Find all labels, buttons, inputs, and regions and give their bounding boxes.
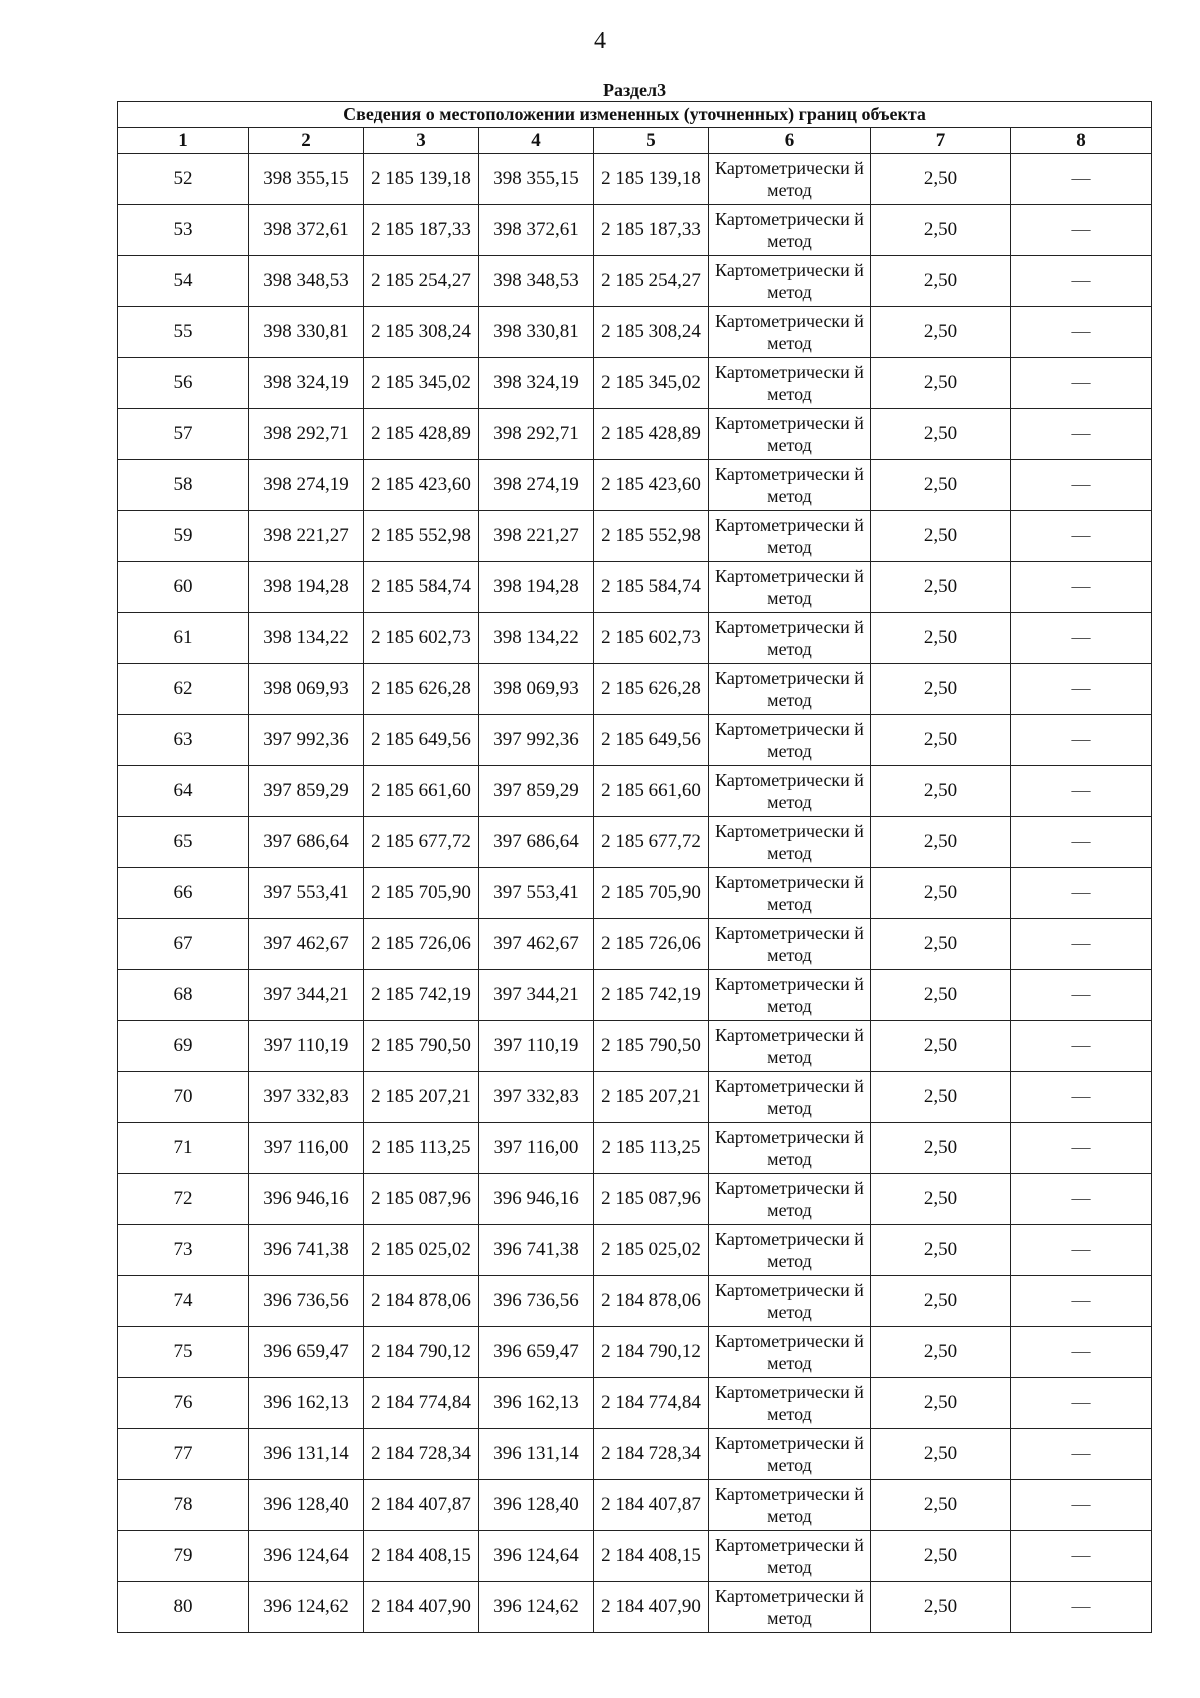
table-cell: Картометрически й метод	[709, 664, 871, 715]
table-cell: 59	[118, 511, 249, 562]
table-cell: 2,50	[871, 715, 1011, 766]
table-cell: 2 184 774,84	[364, 1378, 479, 1429]
table-row	[118, 868, 1152, 919]
table-cell: 397 553,41	[479, 868, 594, 919]
table-cell: 2 185 345,02	[364, 358, 479, 409]
table-cell: Картометрически й метод	[709, 970, 871, 1021]
table-cell: Картометрически й метод	[709, 1582, 871, 1633]
table-cell: 57	[118, 409, 249, 460]
table-row	[118, 358, 1152, 409]
table-cell: 2 185 705,90	[364, 868, 479, 919]
table-cell: —	[1011, 715, 1152, 766]
table-cell: 2,50	[871, 1072, 1011, 1123]
table-row	[118, 1429, 1152, 1480]
table-cell: 54	[118, 256, 249, 307]
table-cell: —	[1011, 1582, 1152, 1633]
table-cell: 71	[118, 1123, 249, 1174]
table-cell: —	[1011, 409, 1152, 460]
table-cell: 62	[118, 664, 249, 715]
table-row	[118, 817, 1152, 868]
table-cell: 397 859,29	[479, 766, 594, 817]
table-row	[118, 1480, 1152, 1531]
table-cell: Картометрически й метод	[709, 256, 871, 307]
table-cell: 2,50	[871, 919, 1011, 970]
table-title: Сведения о местоположении измененных (уточненных) границ объекта	[118, 102, 1152, 128]
table-cell: 398 348,53	[479, 256, 594, 307]
table-cell: 60	[118, 562, 249, 613]
table-cell: 398 221,27	[249, 511, 364, 562]
table-cell: 2 185 790,50	[364, 1021, 479, 1072]
table-row	[118, 511, 1152, 562]
table-cell: 396 736,56	[249, 1276, 364, 1327]
table-row	[118, 154, 1152, 205]
table-cell: 2 185 552,98	[364, 511, 479, 562]
table-row	[118, 1225, 1152, 1276]
table-cell: —	[1011, 970, 1152, 1021]
table-cell: 2 184 790,12	[594, 1327, 709, 1378]
table-cell: 398 348,53	[249, 256, 364, 307]
table-row	[118, 1021, 1152, 1072]
table-cell: 396 162,13	[479, 1378, 594, 1429]
table-cell: 2 184 728,34	[594, 1429, 709, 1480]
table-cell: 2 185 428,89	[594, 409, 709, 460]
table-cell: 2 185 025,02	[594, 1225, 709, 1276]
table-cell: 78	[118, 1480, 249, 1531]
table-cell: Картометрически й метод	[709, 1072, 871, 1123]
table-cell: 397 686,64	[479, 817, 594, 868]
table-cell: —	[1011, 511, 1152, 562]
table-cell: —	[1011, 868, 1152, 919]
table-cell: 398 134,22	[249, 613, 364, 664]
table-cell: 398 324,19	[249, 358, 364, 409]
table-cell: 77	[118, 1429, 249, 1480]
column-number: 7	[871, 128, 1011, 154]
table-cell: Картометрически й метод	[709, 358, 871, 409]
table-cell: 2 185 552,98	[594, 511, 709, 562]
table-cell: Картометрически й метод	[709, 154, 871, 205]
table-cell: Картометрически й метод	[709, 1531, 871, 1582]
table-cell: 79	[118, 1531, 249, 1582]
table-cell: 2 185 139,18	[364, 154, 479, 205]
table-cell: —	[1011, 154, 1152, 205]
table-cell: 2,50	[871, 1327, 1011, 1378]
table-row	[118, 664, 1152, 715]
table-cell: 396 124,62	[249, 1582, 364, 1633]
table-cell: 2 185 087,96	[594, 1174, 709, 1225]
table-cell: 64	[118, 766, 249, 817]
table-cell: 2,50	[871, 460, 1011, 511]
table-cell: 398 330,81	[249, 307, 364, 358]
table-cell: 2 185 584,74	[594, 562, 709, 613]
table-cell: —	[1011, 1225, 1152, 1276]
table-cell: 2 185 649,56	[594, 715, 709, 766]
table-cell: —	[1011, 1480, 1152, 1531]
table-cell: 2 184 728,34	[364, 1429, 479, 1480]
table-cell: —	[1011, 1276, 1152, 1327]
table-row	[118, 715, 1152, 766]
table-cell: —	[1011, 1531, 1152, 1582]
table-cell: 2,50	[871, 562, 1011, 613]
table-cell: 398 221,27	[479, 511, 594, 562]
table-cell: Картометрически й метод	[709, 409, 871, 460]
table-cell: 67	[118, 919, 249, 970]
table-cell: 396 741,38	[249, 1225, 364, 1276]
table-cell: —	[1011, 1072, 1152, 1123]
table-cell: 397 116,00	[249, 1123, 364, 1174]
table-cell: 2,50	[871, 970, 1011, 1021]
table-cell: 2 185 584,74	[364, 562, 479, 613]
table-cell: 396 131,14	[479, 1429, 594, 1480]
table-cell: Картометрически й метод	[709, 460, 871, 511]
table-cell: 398 372,61	[249, 205, 364, 256]
table-cell: —	[1011, 1021, 1152, 1072]
table-cell: 2,50	[871, 1276, 1011, 1327]
table-row	[118, 256, 1152, 307]
table-cell: 2 185 187,33	[594, 205, 709, 256]
table-cell: 397 462,67	[479, 919, 594, 970]
table-cell: 2 185 602,73	[594, 613, 709, 664]
table-row	[118, 1531, 1152, 1582]
table-cell: —	[1011, 358, 1152, 409]
table-cell: 2 185 345,02	[594, 358, 709, 409]
table-cell: 2 184 774,84	[594, 1378, 709, 1429]
table-cell: 68	[118, 970, 249, 1021]
table-cell: 2 185 254,27	[364, 256, 479, 307]
table-cell: 2 185 677,72	[594, 817, 709, 868]
table-cell: 397 462,67	[249, 919, 364, 970]
table-cell: 396 741,38	[479, 1225, 594, 1276]
table-cell: 398 069,93	[249, 664, 364, 715]
table-cell: 397 992,36	[249, 715, 364, 766]
table-cell: 2 184 407,87	[364, 1480, 479, 1531]
table-row	[118, 1123, 1152, 1174]
table-row	[118, 613, 1152, 664]
table-cell: 2 185 661,60	[364, 766, 479, 817]
table-cell: 396 124,62	[479, 1582, 594, 1633]
table-cell: 397 686,64	[249, 817, 364, 868]
table-cell: 397 553,41	[249, 868, 364, 919]
table-cell: 398 292,71	[479, 409, 594, 460]
table-cell: 2,50	[871, 1174, 1011, 1225]
table-cell: Картометрически й метод	[709, 1378, 871, 1429]
table-cell: 70	[118, 1072, 249, 1123]
table-cell: Картометрически й метод	[709, 919, 871, 970]
table-cell: 2,50	[871, 1123, 1011, 1174]
table-cell: 2 185 187,33	[364, 205, 479, 256]
table-cell: 396 128,40	[479, 1480, 594, 1531]
table-cell: 2 184 408,15	[594, 1531, 709, 1582]
table-cell: 2,50	[871, 1531, 1011, 1582]
table-cell: 398 372,61	[479, 205, 594, 256]
table-cell: —	[1011, 919, 1152, 970]
table-cell: Картометрически й метод	[709, 868, 871, 919]
column-number: 6	[709, 128, 871, 154]
table-row	[118, 307, 1152, 358]
table-cell: 2 185 423,60	[364, 460, 479, 511]
table-cell: 398 134,22	[479, 613, 594, 664]
table-cell: 2,50	[871, 664, 1011, 715]
table-cell: 65	[118, 817, 249, 868]
table-cell: 397 344,21	[479, 970, 594, 1021]
table-cell: 2 185 025,02	[364, 1225, 479, 1276]
table-cell: —	[1011, 1429, 1152, 1480]
table-cell: —	[1011, 307, 1152, 358]
table-cell: 55	[118, 307, 249, 358]
table-cell: —	[1011, 1174, 1152, 1225]
table-cell: 397 332,83	[249, 1072, 364, 1123]
table-cell: 2,50	[871, 154, 1011, 205]
table-row	[118, 1582, 1152, 1633]
table-cell: 74	[118, 1276, 249, 1327]
page-number: 4	[594, 28, 606, 54]
table-cell: 80	[118, 1582, 249, 1633]
table-cell: 61	[118, 613, 249, 664]
table-cell: 2,50	[871, 868, 1011, 919]
table-cell: 2,50	[871, 817, 1011, 868]
table-cell: 398 274,19	[249, 460, 364, 511]
table-row	[118, 205, 1152, 256]
table-cell: 398 355,15	[249, 154, 364, 205]
table-cell: 396 736,56	[479, 1276, 594, 1327]
table-cell: 2,50	[871, 205, 1011, 256]
table-cell: 56	[118, 358, 249, 409]
table-cell: 2,50	[871, 358, 1011, 409]
table-cell: —	[1011, 256, 1152, 307]
table-cell: Картометрически й метод	[709, 1123, 871, 1174]
table-cell: 2 185 726,06	[594, 919, 709, 970]
table-cell: 2 185 790,50	[594, 1021, 709, 1072]
table-title-row	[118, 102, 1152, 128]
table-row	[118, 1378, 1152, 1429]
table-cell: 73	[118, 1225, 249, 1276]
table-cell: Картометрически й метод	[709, 1021, 871, 1072]
table-cell: —	[1011, 817, 1152, 868]
table-cell: 2 185 677,72	[364, 817, 479, 868]
table-cell: 2,50	[871, 1429, 1011, 1480]
table-cell: 396 946,16	[249, 1174, 364, 1225]
table-cell: Картометрически й метод	[709, 1480, 871, 1531]
table-cell: 397 992,36	[479, 715, 594, 766]
table-cell: 397 116,00	[479, 1123, 594, 1174]
table-cell: Картометрически й метод	[709, 766, 871, 817]
table-row	[118, 970, 1152, 1021]
table-cell: 2 185 742,19	[594, 970, 709, 1021]
table-cell: 398 194,28	[249, 562, 364, 613]
table-cell: —	[1011, 460, 1152, 511]
table-cell: Картометрически й метод	[709, 715, 871, 766]
table-cell: 2 184 408,15	[364, 1531, 479, 1582]
table-row	[118, 460, 1152, 511]
table-cell: 396 946,16	[479, 1174, 594, 1225]
column-numbers-row	[118, 128, 1152, 154]
table-cell: 398 355,15	[479, 154, 594, 205]
table-cell: 2 185 705,90	[594, 868, 709, 919]
table-cell: Картометрически й метод	[709, 1429, 871, 1480]
table-cell: 2 185 626,28	[364, 664, 479, 715]
table-cell: 63	[118, 715, 249, 766]
table-cell: 2 184 878,06	[364, 1276, 479, 1327]
table-cell: 2 185 742,19	[364, 970, 479, 1021]
table-cell: 66	[118, 868, 249, 919]
table-cell: 2,50	[871, 1378, 1011, 1429]
table-cell: 2 184 407,90	[364, 1582, 479, 1633]
column-number: 4	[479, 128, 594, 154]
table-cell: 2 185 423,60	[594, 460, 709, 511]
table-cell: 397 110,19	[249, 1021, 364, 1072]
table-cell: 2 185 308,24	[594, 307, 709, 358]
table-cell: 2 184 790,12	[364, 1327, 479, 1378]
column-number: 2	[249, 128, 364, 154]
table-cell: —	[1011, 1378, 1152, 1429]
table-cell: —	[1011, 766, 1152, 817]
table-cell: 398 292,71	[249, 409, 364, 460]
table-cell: 2,50	[871, 307, 1011, 358]
table-cell: 397 110,19	[479, 1021, 594, 1072]
table-cell: 2 185 661,60	[594, 766, 709, 817]
table-cell: 2,50	[871, 1582, 1011, 1633]
table-row	[118, 919, 1152, 970]
table-cell: 2 185 726,06	[364, 919, 479, 970]
table-row	[118, 1276, 1152, 1327]
table-cell: 2 185 602,73	[364, 613, 479, 664]
table-cell: 2 185 113,25	[594, 1123, 709, 1174]
table-cell: 396 131,14	[249, 1429, 364, 1480]
table-cell: 2,50	[871, 256, 1011, 307]
boundary-coordinates-table	[117, 80, 1152, 1633]
table-cell: 396 659,47	[479, 1327, 594, 1378]
table-cell: 2 185 428,89	[364, 409, 479, 460]
table-cell: 2 185 113,25	[364, 1123, 479, 1174]
table-cell: —	[1011, 1123, 1152, 1174]
table-cell: Картометрически й метод	[709, 307, 871, 358]
table-cell: 2,50	[871, 409, 1011, 460]
table-cell: 2 185 626,28	[594, 664, 709, 715]
table-row	[118, 766, 1152, 817]
table-cell: 2 184 407,87	[594, 1480, 709, 1531]
table-cell: 2 185 254,27	[594, 256, 709, 307]
table-cell: —	[1011, 1327, 1152, 1378]
table-cell: 2 185 087,96	[364, 1174, 479, 1225]
table-cell: Картометрически й метод	[709, 562, 871, 613]
table-cell: 2 185 139,18	[594, 154, 709, 205]
table-cell: 396 659,47	[249, 1327, 364, 1378]
table-row	[118, 1072, 1152, 1123]
table-cell: 52	[118, 154, 249, 205]
table-cell: 398 324,19	[479, 358, 594, 409]
table-cell: 2,50	[871, 1021, 1011, 1072]
table-cell: 2 184 407,90	[594, 1582, 709, 1633]
column-number: 5	[594, 128, 709, 154]
table-cell: Картометрически й метод	[709, 1174, 871, 1225]
column-number: 8	[1011, 128, 1152, 154]
table-cell: 398 274,19	[479, 460, 594, 511]
column-number: 3	[364, 128, 479, 154]
table-cell: Картометрически й метод	[709, 205, 871, 256]
table-cell: 76	[118, 1378, 249, 1429]
table-cell: 69	[118, 1021, 249, 1072]
table-cell: 396 124,64	[479, 1531, 594, 1582]
table-cell: 58	[118, 460, 249, 511]
table-cell: 2 185 308,24	[364, 307, 479, 358]
table-row	[118, 409, 1152, 460]
table-cell: 398 069,93	[479, 664, 594, 715]
table-cell: 53	[118, 205, 249, 256]
table-cell: 75	[118, 1327, 249, 1378]
section-label: Раздел3	[118, 80, 1152, 102]
table-cell: 397 344,21	[249, 970, 364, 1021]
table-cell: 396 128,40	[249, 1480, 364, 1531]
table-cell: Картометрически й метод	[709, 613, 871, 664]
table-cell: —	[1011, 613, 1152, 664]
table-cell: 2 184 878,06	[594, 1276, 709, 1327]
table-cell: 396 162,13	[249, 1378, 364, 1429]
table-cell: —	[1011, 664, 1152, 715]
table-row	[118, 1174, 1152, 1225]
table-cell: Картометрически й метод	[709, 1276, 871, 1327]
table-cell: 2 185 207,21	[594, 1072, 709, 1123]
table-cell: 2,50	[871, 1480, 1011, 1531]
table-cell: Картометрически й метод	[709, 817, 871, 868]
table-cell: 396 124,64	[249, 1531, 364, 1582]
table-cell: 398 330,81	[479, 307, 594, 358]
table-cell: 72	[118, 1174, 249, 1225]
table-cell: 398 194,28	[479, 562, 594, 613]
table-cell: Картометрически й метод	[709, 1225, 871, 1276]
table-cell: —	[1011, 205, 1152, 256]
table-cell: 2,50	[871, 511, 1011, 562]
table-cell: 2,50	[871, 766, 1011, 817]
table-cell: Картометрически й метод	[709, 511, 871, 562]
table-cell: 397 859,29	[249, 766, 364, 817]
table-cell: —	[1011, 562, 1152, 613]
section-label-row	[118, 80, 1152, 102]
column-number: 1	[118, 128, 249, 154]
table-row	[118, 562, 1152, 613]
table-cell: 2 185 649,56	[364, 715, 479, 766]
table-cell: 2,50	[871, 1225, 1011, 1276]
table-row	[118, 1327, 1152, 1378]
table-cell: 397 332,83	[479, 1072, 594, 1123]
table-cell: 2,50	[871, 613, 1011, 664]
table-cell: Картометрически й метод	[709, 1327, 871, 1378]
table-cell: 2 185 207,21	[364, 1072, 479, 1123]
